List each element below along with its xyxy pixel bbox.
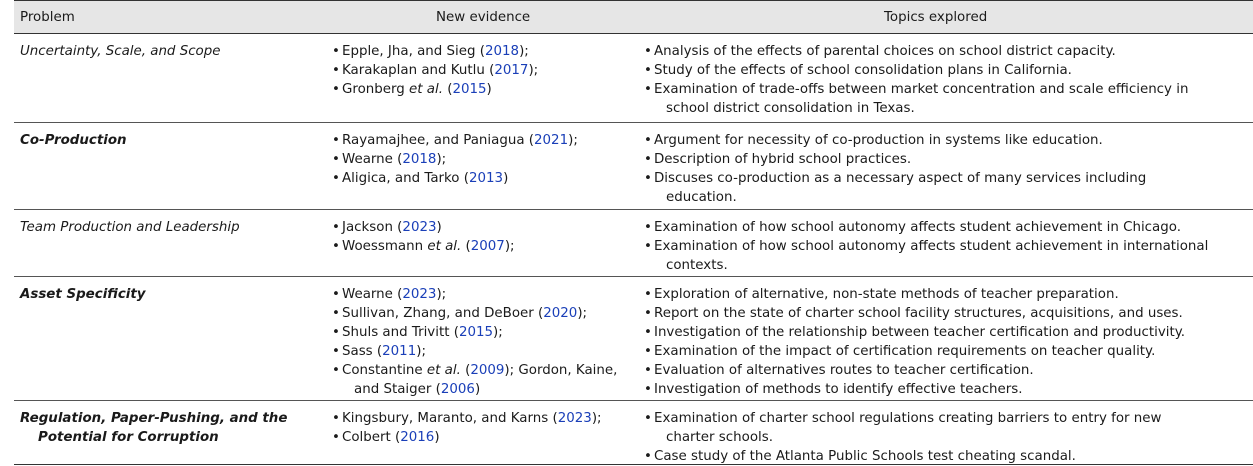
table-header — [14, 0, 1253, 34]
list-item: • Study of the effects of school consolidation plans in California. — [644, 61, 1244, 80]
problem-cell: Regulation, Paper-Pushing, and the Potential for Corruption — [20, 411, 288, 445]
topics-list — [644, 285, 1244, 399]
table-row — [14, 401, 1253, 465]
list-item: • Investigation of methods to identify effective teachers. — [644, 380, 1244, 399]
citation-year-link[interactable]: 2023 — [402, 220, 437, 235]
problem-cell: Co-Production — [20, 133, 127, 148]
list-item: • Examination of charter school regulations creating barriers to entry for new charter schools. — [644, 409, 1244, 447]
list-item: • Report on the state of charter school facility structures, acquisitions, and uses. — [644, 304, 1244, 323]
citation-year-link[interactable]: 2017 — [494, 63, 529, 78]
list-item: • Colbert (2016) — [332, 428, 632, 447]
list-item: • Examination of trade-offs between market concentration and scale efficiency in school district consolidation in Texas. — [644, 80, 1244, 118]
list-item: • Wearne (2023); — [332, 285, 632, 304]
list-item: • Rayamajhee, and Paniagua (2021); — [332, 131, 632, 150]
list-item: • Discuses co-production as a necessary aspect of many services including education. — [644, 169, 1244, 207]
list-item: • Investigation of the relationship between teacher certification and productivity. — [644, 323, 1244, 342]
table-row — [14, 277, 1253, 401]
list-item: • Sullivan, Zhang, and DeBoer (2020); — [332, 304, 632, 323]
list-item: • Jackson (2023) — [332, 218, 632, 237]
evidence-list — [332, 131, 632, 188]
header-topics: Topics explored — [884, 10, 988, 25]
topics-list — [644, 131, 1244, 207]
table-row — [14, 123, 1253, 210]
topics-list — [644, 409, 1244, 466]
list-item: • Aligica, and Tarko (2013) — [332, 169, 632, 188]
list-item: • Epple, Jha, and Sieg (2018); — [332, 42, 632, 61]
citation-year-link[interactable]: 2016 — [400, 430, 435, 445]
evidence-list — [332, 218, 632, 256]
list-item: • Analysis of the effects of parental choices on school district capacity. — [644, 42, 1244, 61]
list-item: • Examination of how school autonomy affects student achievement in international contexts. — [644, 237, 1244, 275]
list-item: • Examination of the impact of certification requirements on teacher quality. — [644, 342, 1244, 361]
citation-year-link[interactable]: 2007 — [470, 239, 505, 254]
citation-year-link[interactable]: 2018 — [402, 152, 437, 167]
citation-year-link[interactable]: 2023 — [557, 411, 592, 426]
list-item: • Case study of the Atlanta Public Schools test cheating scandal. — [644, 447, 1244, 466]
citation-year-link[interactable]: 2015 — [458, 325, 494, 340]
evidence-list — [332, 409, 632, 447]
table-row — [14, 210, 1253, 277]
list-item: • Evaluation of alternatives routes to teacher certification. — [644, 361, 1244, 380]
list-item: • Sass (2011); — [332, 342, 632, 361]
citation-year-link[interactable]: 2013 — [468, 171, 504, 186]
citation-year-link[interactable]: 2020 — [543, 306, 578, 321]
list-item: • Karakaplan and Kutlu (2017); — [332, 61, 632, 80]
list-item: • Examination of how school autonomy affects student achievement in Chicago. — [644, 218, 1244, 237]
evidence-list — [332, 42, 632, 99]
list-item: • Kingsbury, Maranto, and Karns (2023); — [332, 409, 632, 428]
citation-year-link[interactable]: 2009 — [470, 363, 505, 378]
list-item: • Constantine et al. (2009); Gordon, Kaine, and Staiger (2006) — [332, 361, 632, 399]
list-item: • Gronberg et al. (2015) — [332, 80, 632, 99]
evidence-list — [332, 285, 632, 399]
problem-cell: Team Production and Leadership — [20, 220, 240, 235]
citation-year-link[interactable]: 2023 — [402, 287, 437, 302]
table-row — [14, 34, 1253, 123]
citation-year-link[interactable]: 2011 — [382, 344, 417, 359]
list-item: • Wearne (2018); — [332, 150, 632, 169]
header-evidence: New evidence — [436, 10, 531, 25]
list-item: • Shuls and Trivitt (2015); — [332, 323, 632, 342]
topics-list — [644, 42, 1244, 118]
topics-list — [644, 218, 1244, 275]
citation-year-link[interactable]: 2006 — [440, 382, 475, 397]
citation-year-link[interactable]: 2015 — [452, 82, 487, 97]
citation-year-link[interactable]: 2018 — [484, 44, 520, 59]
list-item: • Argument for necessity of co-production in systems like education. — [644, 131, 1244, 150]
header-problem: Problem — [20, 10, 75, 25]
list-item: • Description of hybrid school practices. — [644, 150, 1244, 169]
list-item: • Woessmann et al. (2007); — [332, 237, 632, 256]
list-item: • Exploration of alternative, non-state methods of teacher preparation. — [644, 285, 1244, 304]
problem-cell: Uncertainty, Scale, and Scope — [20, 44, 221, 59]
problem-cell: Asset Specificity — [20, 287, 146, 302]
citation-year-link[interactable]: 2021 — [534, 133, 569, 148]
